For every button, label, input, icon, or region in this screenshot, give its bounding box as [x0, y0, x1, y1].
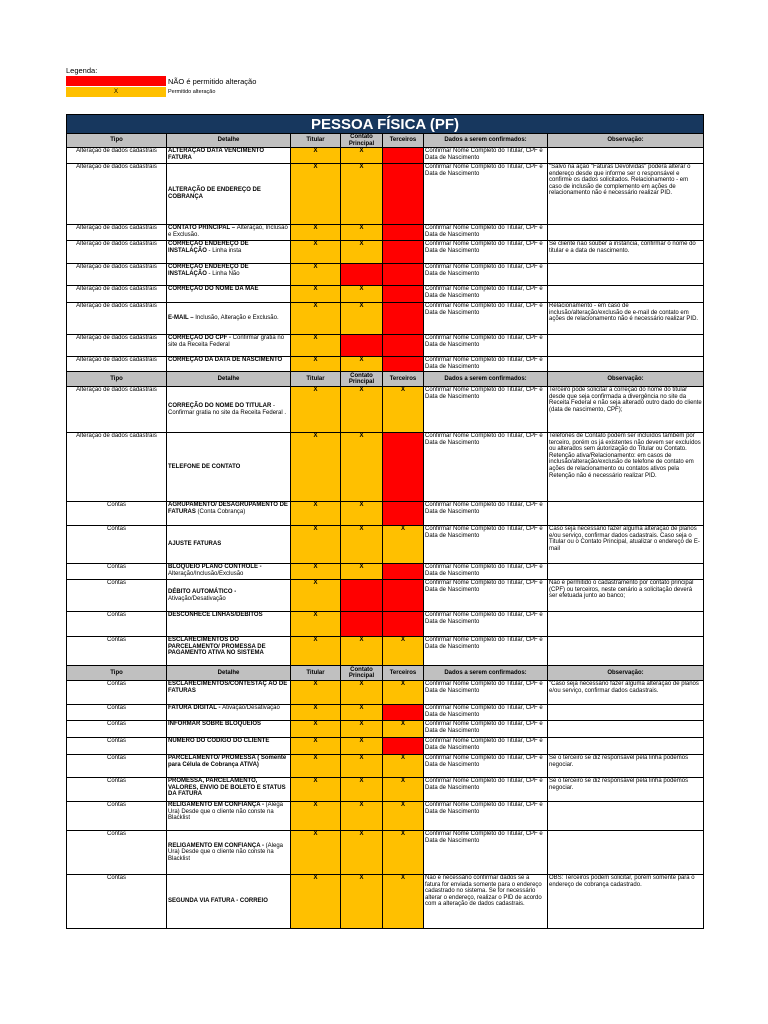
cell-tipo: Contas: [67, 721, 167, 738]
cell-terceiros: [383, 264, 424, 286]
cell-tipo: Alteração de dados cadastrais: [67, 303, 167, 335]
cell-contato: X: [341, 778, 383, 802]
cell-tipo: Alteração de dados cadastrais: [67, 286, 167, 303]
cell-tipo: Contas: [67, 755, 167, 778]
cell-contato: [341, 264, 383, 286]
detalhe-bold-text: CORREÇÃO DA DATA DE NASCIMENTO: [168, 357, 283, 363]
cell-tipo: Alteração de dados cadastrais: [67, 433, 167, 502]
table-row: [67, 148, 704, 164]
cell-terceiros: [383, 738, 424, 755]
detalhe-bold-text: RELIGAMENTO EM CONFIANÇA -: [168, 842, 266, 849]
cell-terceiros: [383, 705, 424, 721]
header-dados: Dados a serem confirmados:: [424, 134, 548, 148]
legend: [66, 66, 286, 97]
detalhe-bold-text: PARCELAMENTO/ PROMESSA ( Somente para Célula de Cobrança ATIVA): [168, 755, 287, 768]
table-row: [67, 802, 704, 831]
cell-detalhe: [167, 755, 291, 778]
header-detalhe: Detalhe: [167, 134, 291, 148]
cell-dados: Confirmar Nome Completo do Titular, CPF e Data de Nascimento: [424, 738, 548, 755]
detalhe-bold-text: RELIGAMENTO EM CONFIANÇA -: [168, 802, 266, 808]
header-detalhe: Detalhe: [167, 372, 291, 387]
cell-observacao: [548, 225, 704, 241]
cell-observacao: "Salvo na ação "Faturas Devolvidas" poderá alterar o endereço desde que informe ser o responsável e confirme os dados solicitados. Relacionamento - em caso de inclusão de complemento em ações de relacionamento não é necessário realizar PID.: [548, 164, 704, 225]
cell-detalhe: [167, 357, 291, 372]
cell-tipo: Alteração de dados cadastrais: [67, 335, 167, 357]
cell-detalhe: [167, 303, 291, 335]
legend-red-text: NÃO é permitido alteração: [168, 76, 257, 86]
cell-contato: X: [341, 755, 383, 778]
table-row: [67, 264, 704, 286]
cell-dados: Confirmar Nome Completo do Titular, CPF e Data de Nascimento: [424, 164, 548, 225]
cell-terceiros: X: [383, 721, 424, 738]
cell-titular: X: [291, 875, 341, 929]
detalhe-bold-text: CORREÇÃO DO CPF -: [168, 335, 233, 341]
cell-detalhe: [167, 286, 291, 303]
cell-dados: Confirmar Nome Completo do Titular, CPF e Data de Nascimento: [424, 335, 548, 357]
detalhe-text: Alteração/Inclusão/Exclusão: [168, 570, 244, 577]
cell-terceiros: X: [383, 802, 424, 831]
cell-detalhe: [167, 738, 291, 755]
cell-detalhe: [167, 241, 291, 264]
cell-dados: Confirmar Nome Completo do Titular, CPF e Data de Nascimento: [424, 580, 548, 612]
detalhe-bold-text: BLOQUEIO PLANO CONTROLE -: [168, 564, 262, 570]
cell-titular: X: [291, 831, 341, 875]
cell-dados: Confirmar Nome Completo do Titular, CPF e Data de Nascimento: [424, 303, 548, 335]
table-row: [67, 875, 704, 929]
cell-contato: X: [341, 303, 383, 335]
cell-observacao: "Caso seja necessário fazer alguma alteração de planos e/ou serviço, confirmar dados cadastrais.: [548, 681, 704, 705]
cell-contato: X: [341, 637, 383, 666]
detalhe-text: (Alega Ura) Desde que o cliente não conste na Blacklist: [168, 842, 284, 862]
table-row: [67, 580, 704, 612]
cell-observacao: [548, 738, 704, 755]
cell-observacao: Caso seja necessário fazer alguma alteração de planos e/ou serviço, confirmar dados cadastrais. Caso seja o Titular ou o Contato Principal, atualizar o endereço de E-mail: [548, 526, 704, 564]
cell-tipo: Alteração de dados cadastrais: [67, 357, 167, 372]
cell-titular: X: [291, 303, 341, 335]
header-terceiros: Terceiros: [383, 134, 424, 148]
detalhe-bold-text: DESCONHECE LINHAS/DÉBITOS: [168, 612, 263, 618]
table-row: [67, 286, 704, 303]
cell-contato: X: [341, 564, 383, 580]
header-terceiros: Terceiros: [383, 666, 424, 681]
table-row: [67, 721, 704, 738]
detalhe-bold-text: PROMESSA, PARCELAMENTO, VALORES, ENVIO DE BOLETO E STATUS DA FATURA: [168, 778, 286, 798]
cell-observacao: Telefones de Contato podem ser incluídos também por terceiro, porém os já existentes não devem ser excluídos ou alterados sem autorização do Titular ou Contato. Retenção ativa/Relacionamento: em casos de inclusão/alteração/exclusão de telefone de contato em ações de relacionamento ou contatos ativos pela Retenção não é necessário realizar PID.: [548, 433, 704, 502]
table-row: [67, 681, 704, 705]
cell-contato: X: [341, 875, 383, 929]
header-row: [67, 372, 704, 387]
table-row: [67, 303, 704, 335]
cell-tipo: Contas: [67, 778, 167, 802]
cell-dados: Confirmar Nome Completo do Titular, CPF e Data de Nascimento: [424, 286, 548, 303]
cell-tipo: Contas: [67, 580, 167, 612]
cell-terceiros: [383, 564, 424, 580]
cell-titular: X: [291, 721, 341, 738]
table-row: [67, 738, 704, 755]
detalhe-bold-text: AJUSTE FATURAS: [168, 541, 222, 548]
cell-observacao: [548, 637, 704, 666]
detalhe-bold-text: E-MAIL –: [168, 315, 196, 322]
detalhe-bold-text: DÉBITO AUTOMÁTICO -: [168, 588, 237, 595]
cell-terceiros: X: [383, 831, 424, 875]
cell-tipo: Alteração de dados cadastrais: [67, 264, 167, 286]
header-row: [67, 134, 704, 148]
cell-terceiros: [383, 433, 424, 502]
cell-dados: Confirmar Nome Completo do Titular, CPF e Data de Nascimento: [424, 564, 548, 580]
cell-detalhe: [167, 148, 291, 164]
cell-terceiros: [383, 612, 424, 637]
detalhe-bold-text: FATURA DIGITAL -: [168, 705, 223, 711]
detalhe-text: Ativação/Desativação: [222, 705, 280, 711]
cell-dados: Confirmar Nome Completo do Titular, CPF e Data de Nascimento: [424, 225, 548, 241]
cell-titular: X: [291, 612, 341, 637]
cell-tipo: Contas: [67, 802, 167, 831]
cell-contato: X: [341, 357, 383, 372]
cell-tipo: Alteração de dados cadastrais: [67, 241, 167, 264]
header-tipo: Tipo: [67, 666, 167, 681]
cell-detalhe: [167, 164, 291, 225]
detalhe-bold-text: CORREÇÃO ENDEREÇO DE INSTALAÇÃO: [168, 241, 249, 254]
cell-detalhe: [167, 264, 291, 286]
header-dados: Dados a serem confirmados:: [424, 372, 548, 387]
cell-titular: X: [291, 705, 341, 721]
cell-detalhe: [167, 580, 291, 612]
legend-yellow-swatch: X: [66, 87, 166, 97]
header-observacao: Observação:: [548, 372, 704, 387]
cell-contato: X: [341, 681, 383, 705]
table-row: [67, 778, 704, 802]
header-titular: Titular: [291, 372, 341, 387]
table-row: [67, 387, 704, 433]
detalhe-text: Inclusão, Alteração e Exclusão.: [195, 315, 279, 322]
cell-dados: Confirmar Nome Completo do Titular, CPF e Data de Nascimento: [424, 681, 548, 705]
cell-observacao: [548, 802, 704, 831]
header-terceiros: Terceiros: [383, 372, 424, 387]
cell-tipo: Alteração de dados cadastrais: [67, 148, 167, 164]
cell-titular: X: [291, 502, 341, 526]
cell-titular: X: [291, 681, 341, 705]
cell-observacao: [548, 335, 704, 357]
detalhe-bold-text: ALTERAÇÃO DATA VENCIMENTO FATURA: [168, 148, 264, 161]
header-tipo: Tipo: [67, 372, 167, 387]
header-dados: Dados a serem confirmados:: [424, 666, 548, 681]
cell-dados: Confirmar Nome Completo do Titular, CPF e Data de Nascimento: [424, 705, 548, 721]
detalhe-bold-text: ALTERAÇÃO DE ENDEREÇO DE COBRANÇA: [168, 187, 261, 200]
header-observacao: Observação:: [548, 666, 704, 681]
cell-observacao: [548, 721, 704, 738]
cell-titular: X: [291, 526, 341, 564]
cell-titular: X: [291, 357, 341, 372]
cell-dados: Confirmar Nome Completo do Titular, CPF e Data de Nascimento: [424, 357, 548, 372]
table-row: [67, 705, 704, 721]
cell-observacao: [548, 502, 704, 526]
cell-detalhe: [167, 564, 291, 580]
permissions-table: [66, 114, 703, 929]
legend-yellow-text: Permitido alteração: [168, 89, 216, 95]
cell-tipo: Contas: [67, 738, 167, 755]
title-row: [67, 115, 704, 134]
legend-row-allowed: [66, 87, 286, 97]
cell-terceiros: [383, 303, 424, 335]
cell-dados: Confirmar Nome Completo do Titular, CPF e Data de Nascimento: [424, 755, 548, 778]
cell-observacao: [548, 831, 704, 875]
cell-contato: [341, 612, 383, 637]
cell-dados: Confirmar Nome Completo do Titular, CPF e Data de Nascimento: [424, 721, 548, 738]
cell-detalhe: [167, 802, 291, 831]
cell-contato: X: [341, 286, 383, 303]
cell-titular: X: [291, 755, 341, 778]
cell-contato: X: [341, 831, 383, 875]
cell-contato: X: [341, 526, 383, 564]
cell-detalhe: [167, 721, 291, 738]
cell-detalhe: [167, 875, 291, 929]
detalhe-text: Ativação/Desativação: [168, 595, 226, 602]
cell-contato: X: [341, 802, 383, 831]
cell-tipo: Contas: [67, 526, 167, 564]
cell-detalhe: [167, 778, 291, 802]
cell-dados: Confirmar Nome Completo do Titular, CPF e Data de Nascimento: [424, 148, 548, 164]
cell-dados: Não é necessário confirmar dados se a fatura for enviada somente para o endereço cadastrado no sistema. Se for necessário alterar o endereço, realizar o PID de acordo com a alteração de dados cadastrais.: [424, 875, 548, 929]
cell-terceiros: [383, 241, 424, 264]
cell-titular: X: [291, 433, 341, 502]
cell-dados: Confirmar Nome Completo do Titular, CPF e Data de Nascimento: [424, 526, 548, 564]
cell-terceiros: [383, 502, 424, 526]
cell-detalhe: [167, 502, 291, 526]
cell-titular: X: [291, 164, 341, 225]
legend-title: Legenda:: [66, 66, 98, 75]
table-row: [67, 755, 704, 778]
table-body: [67, 115, 704, 929]
cell-observacao: [548, 705, 704, 721]
cell-titular: X: [291, 564, 341, 580]
header-contato-principal: Contato Principal: [341, 666, 383, 681]
cell-titular: X: [291, 802, 341, 831]
detalhe-text: - Linha insta: [206, 247, 242, 254]
cell-observacao: [548, 148, 704, 164]
cell-contato: X: [341, 387, 383, 433]
cell-tipo: Contas: [67, 831, 167, 875]
cell-observacao: [548, 264, 704, 286]
cell-titular: X: [291, 286, 341, 303]
header-row: [67, 666, 704, 681]
cell-observacao: OBS: Terceiros podem solicitar, porém somente para o endereço de cobrança cadastrado.: [548, 875, 704, 929]
detalhe-bold-text: CONTATO PRINCIPAL –: [168, 225, 237, 231]
cell-observacao: Terceiro pode solicitar a correção do nome do titular desde que seja confirmada a divergência no site da Receita Federal e não seja alterado outro dado do cliente (data de nascimento, CPF);: [548, 387, 704, 433]
detalhe-bold-text: TELEFONE DE CONTATO: [168, 463, 241, 470]
detalhe-bold-text: CORREÇÃO DO NOME DO TITULAR: [168, 402, 272, 409]
cell-terceiros: [383, 286, 424, 303]
cell-dados: Confirmar Nome Completo do Titular, CPF e Data de Nascimento: [424, 241, 548, 264]
table-row: [67, 225, 704, 241]
cell-terceiros: [383, 164, 424, 225]
cell-terceiros: [383, 148, 424, 164]
cell-tipo: Contas: [67, 637, 167, 666]
cell-terceiros: X: [383, 875, 424, 929]
cell-detalhe: [167, 637, 291, 666]
cell-contato: X: [341, 433, 383, 502]
cell-observacao: Se cliente não souber a instância, confirmar o nome do titular e a data de nascimento.: [548, 241, 704, 264]
cell-contato: X: [341, 225, 383, 241]
cell-dados: Confirmar Nome Completo do Titular, CPF e Data de Nascimento: [424, 433, 548, 502]
cell-detalhe: [167, 433, 291, 502]
cell-terceiros: [383, 357, 424, 372]
cell-dados: Confirmar Nome Completo do Titular, CPF e Data de Nascimento: [424, 612, 548, 637]
header-titular: Titular: [291, 666, 341, 681]
detalhe-text: - Confirmar gratia no site da Receita Federal .: [168, 402, 287, 416]
cell-terceiros: X: [383, 637, 424, 666]
cell-tipo: Contas: [67, 612, 167, 637]
table-row: [67, 241, 704, 264]
cell-tipo: Alteração de dados cadastrais: [67, 164, 167, 225]
cell-tipo: Contas: [67, 681, 167, 705]
cell-titular: X: [291, 778, 341, 802]
cell-contato: X: [341, 738, 383, 755]
cell-contato: [341, 580, 383, 612]
cell-observacao: [548, 612, 704, 637]
detalhe-text: Confirmar gratia no site da Receita Federal: [168, 335, 285, 348]
cell-dados: Confirmar Nome Completo do Titular, CPF e Data de Nascimento: [424, 802, 548, 831]
cell-terceiros: X: [383, 387, 424, 433]
cell-dados: Confirmar Nome Completo do Titular, CPF e Data de Nascimento: [424, 637, 548, 666]
detalhe-text: - Linha Não: [206, 270, 240, 277]
detalhe-bold-text: AGRUPAMENTO/ DESAGRUPAMENTO DE FATURAS: [168, 502, 288, 515]
cell-terceiros: X: [383, 681, 424, 705]
cell-contato: X: [341, 502, 383, 526]
cell-terceiros: X: [383, 755, 424, 778]
cell-observacao: [548, 357, 704, 372]
table-row: [67, 831, 704, 875]
table-row: [67, 502, 704, 526]
cell-titular: X: [291, 241, 341, 264]
cell-observacao: Não é permitido o cadastramento por contato principal (CPF) ou terceiros, neste cenário a solicitação deverá ser efetuada junto ao banco;: [548, 580, 704, 612]
cell-terceiros: [383, 225, 424, 241]
header-contato-principal: Contato Principal: [341, 372, 383, 387]
detalhe-text: (Conta Cobrança): [195, 508, 246, 515]
cell-titular: X: [291, 637, 341, 666]
cell-dados: Confirmar Nome Completo do Titular, CPF e Data de Nascimento: [424, 831, 548, 875]
cell-titular: X: [291, 387, 341, 433]
table-row: [67, 526, 704, 564]
cell-dados: Confirmar Nome Completo do Titular, CPF e Data de Nascimento: [424, 502, 548, 526]
cell-dados: Confirmar Nome Completo do Titular, CPF e Data de Nascimento: [424, 387, 548, 433]
cell-dados: Confirmar Nome Completo do Titular, CPF e Data de Nascimento: [424, 778, 548, 802]
cell-titular: X: [291, 225, 341, 241]
table-row: [67, 612, 704, 637]
header-titular: Titular: [291, 134, 341, 148]
detalhe-text: Alteração, Inclusão e Exclusão.: [168, 225, 288, 238]
legend-red-swatch: [66, 76, 166, 86]
header-observacao: Observação:: [548, 134, 704, 148]
cell-observacao: Se o terceiro se diz responsável pela linha podemos negociar.: [548, 755, 704, 778]
table-row: [67, 164, 704, 225]
cell-tipo: Contas: [67, 705, 167, 721]
header-detalhe: Detalhe: [167, 666, 291, 681]
cell-detalhe: [167, 526, 291, 564]
cell-titular: X: [291, 335, 341, 357]
cell-tipo: Alteração de dados cadastrais: [67, 225, 167, 241]
cell-terceiros: [383, 580, 424, 612]
cell-detalhe: [167, 387, 291, 433]
cell-observacao: Relacionamento - em caso de inclusão/alteração/exclusão de e-mail de contato em ações de relacionamento não é necessário realizar PID.: [548, 303, 704, 335]
cell-detalhe: [167, 681, 291, 705]
cell-detalhe: [167, 225, 291, 241]
cell-tipo: Contas: [67, 875, 167, 929]
detalhe-bold-text: ESCLARECIMENTOS/CONTESTAÇ AO DE FATURAS: [168, 681, 288, 694]
cell-tipo: Contas: [67, 502, 167, 526]
table-row: [67, 637, 704, 666]
cell-titular: X: [291, 738, 341, 755]
legend-row-not-allowed: [66, 76, 286, 86]
cell-contato: [341, 335, 383, 357]
cell-terceiros: X: [383, 778, 424, 802]
cell-contato: X: [341, 721, 383, 738]
cell-tipo: Alteração de dados cadastrais: [67, 387, 167, 433]
cell-detalhe: [167, 831, 291, 875]
cell-dados: Confirmar Nome Completo do Titular, CPF e Data de Nascimento: [424, 264, 548, 286]
cell-contato: X: [341, 148, 383, 164]
detalhe-text: (Alega Ura) Desde que o cliente não conste na Blacklist: [168, 802, 284, 822]
cell-detalhe: [167, 705, 291, 721]
cell-contato: X: [341, 241, 383, 264]
cell-titular: X: [291, 580, 341, 612]
header-tipo: Tipo: [67, 134, 167, 148]
cell-detalhe: [167, 612, 291, 637]
table-row: [67, 564, 704, 580]
table-row: [67, 335, 704, 357]
table-row: [67, 433, 704, 502]
cell-observacao: [548, 564, 704, 580]
detalhe-bold-text: INFORMAR SOBRE BLOQUEIOS: [168, 721, 262, 727]
detalhe-bold-text: CORREÇÃO DO NOME DA MÃE: [168, 286, 259, 292]
detalhe-bold-text: NUMERO DO CODIGO DO CLIENTE: [168, 738, 270, 744]
detalhe-bold-text: SEGUNDA VIA FATURA - CORREIO: [168, 898, 268, 905]
detalhe-bold-text: ESCLARECIMENTOS DO PARCELAMENTO/ PROMESSA DE PAGAMENTO ATIVA NO SISTEMA: [168, 637, 266, 657]
cell-contato: X: [341, 705, 383, 721]
header-contato-principal: Contato Principal: [341, 134, 383, 148]
cell-observacao: [548, 286, 704, 303]
cell-titular: X: [291, 264, 341, 286]
cell-terceiros: X: [383, 526, 424, 564]
page-title: PESSOA FÍSICA (PF): [67, 115, 704, 134]
table-row: [67, 357, 704, 372]
cell-titular: X: [291, 148, 341, 164]
detalhe-bold-text: CORREÇÃO ENDEREÇO DE INSTALAÇÃO: [168, 264, 249, 277]
cell-contato: X: [341, 164, 383, 225]
cell-observacao: Se o terceiro se diz responsável pela linha podemos negociar.: [548, 778, 704, 802]
cell-detalhe: [167, 335, 291, 357]
cell-terceiros: [383, 335, 424, 357]
cell-tipo: Contas: [67, 564, 167, 580]
